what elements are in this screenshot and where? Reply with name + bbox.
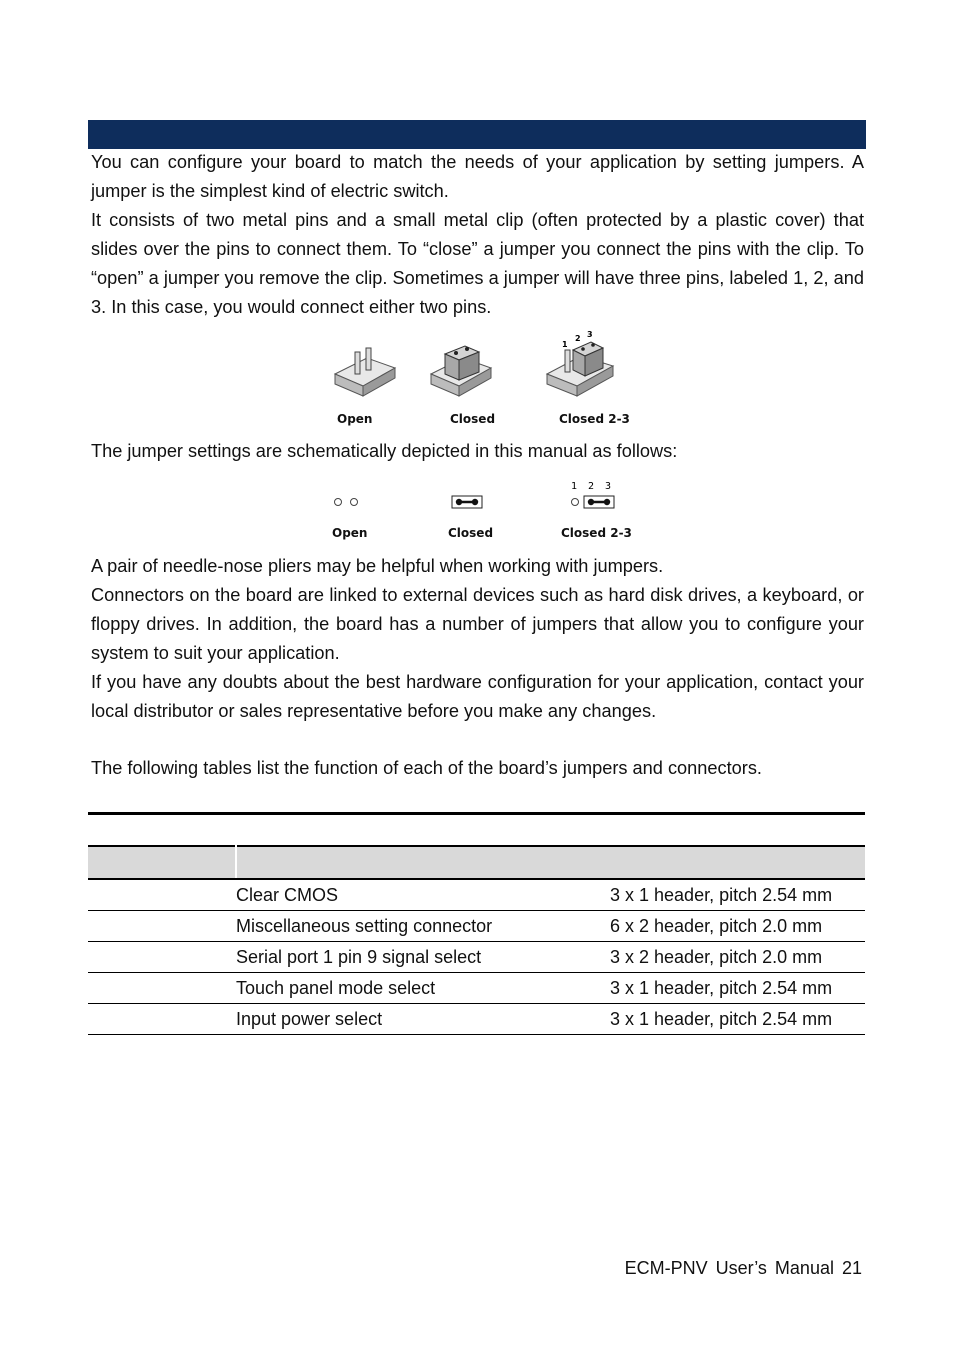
table-cell-label — [88, 973, 236, 1004]
table-cell-type: 3 x 1 header, pitch 2.54 mm — [610, 973, 865, 1004]
pin-1-label: 1 — [571, 481, 578, 492]
table-cell-function: Clear CMOS — [236, 879, 610, 911]
table-cell-function: Input power select — [236, 1004, 610, 1035]
section-banner — [88, 120, 866, 149]
table-header-row — [88, 846, 865, 879]
pliers-paragraph: A pair of needle-nose pliers may be helpful when working with jumpers. — [91, 556, 664, 576]
page-footer: ECM-PNV User’s Manual 21 — [624, 1258, 862, 1278]
table-cell-function: Serial port 1 pin 9 signal select — [236, 942, 610, 973]
closed-2-3-jumper-3d-icon — [547, 330, 613, 396]
pin-2-label: 2 — [575, 334, 581, 343]
section-divider — [88, 812, 865, 815]
pin-2-label: 2 — [588, 481, 595, 492]
table-row — [88, 911, 865, 942]
figure-3d-label-closed-2-3: Closed 2-3 — [559, 412, 630, 426]
jumper-description-paragraph: It consists of two metal pins and a small metal clip (often protected by a plastic cover) that slides over the pins to connect them. To “close” a jumper you connect the pins with the clip. To “open” a jumper you remove the clip. Sometimes a jumper will have three pins, labeled 1, 2, and 3. In this case, you would connect either two pins. — [91, 210, 864, 317]
jumper-table — [88, 845, 865, 1035]
doubts-paragraph: If you have any doubts about the best hardware configuration for your application, contact your local distributor or sales representative before you make any changes. — [91, 672, 864, 721]
table-header-cell — [236, 846, 610, 879]
table-header-cell — [610, 846, 865, 879]
intro-paragraph: You can configure your board to match the needs of your application by setting jumpers. A jumper is the simplest kind of electric switch. — [91, 152, 864, 201]
connectors-paragraph: Connectors on the board are linked to external devices such as hard disk drives, a keyboard, or floppy drives. In addition, the board has a number of jumpers that allow you to configure your system to suit your application. — [91, 585, 864, 663]
table-cell-function: Miscellaneous setting connector — [236, 911, 610, 942]
pin-1-label: 1 — [562, 340, 568, 349]
table-row — [88, 942, 865, 973]
table-row — [88, 973, 865, 1004]
closed-jumper-schematic-icon — [452, 496, 482, 508]
jumper-3d-illustration — [325, 328, 635, 400]
table-cell-label — [88, 942, 236, 973]
table-row — [88, 879, 865, 911]
open-jumper-schematic-icon — [335, 499, 358, 506]
schematic-intro-paragraph: The jumper settings are schematically depicted in this manual as follows: — [91, 441, 678, 461]
table-cell-type: 6 x 2 header, pitch 2.0 mm — [610, 911, 865, 942]
figure-schematic-label-closed: Closed — [448, 526, 494, 540]
tables-intro-paragraph: The following tables list the function of each of the board’s jumpers and connectors. — [91, 758, 762, 778]
closed-2-3-jumper-schematic-icon — [571, 481, 614, 508]
pin-3-label: 3 — [605, 481, 612, 492]
figure-schematic-label-open: Open — [332, 526, 368, 540]
table-cell-type: 3 x 1 header, pitch 2.54 mm — [610, 879, 865, 911]
table-cell-type: 3 x 1 header, pitch 2.54 mm — [610, 1004, 865, 1035]
closed-jumper-3d-icon — [431, 346, 491, 396]
table-row — [88, 1004, 865, 1035]
figure-3d-label-open: Open — [337, 412, 373, 426]
figure-schematic-label-closed-2-3: Closed 2-3 — [561, 526, 632, 540]
figure-3d-label-closed: Closed — [450, 412, 496, 426]
jumper-schematic-illustration — [325, 478, 635, 514]
table-cell-type: 3 x 2 header, pitch 2.0 mm — [610, 942, 865, 973]
table-cell-label — [88, 911, 236, 942]
table-cell-label — [88, 879, 236, 911]
pin-3-label: 3 — [587, 330, 593, 339]
table-header-cell — [88, 846, 236, 879]
open-jumper-3d-icon — [335, 348, 395, 396]
table-cell-label — [88, 1004, 236, 1035]
table-cell-function: Touch panel mode select — [236, 973, 610, 1004]
